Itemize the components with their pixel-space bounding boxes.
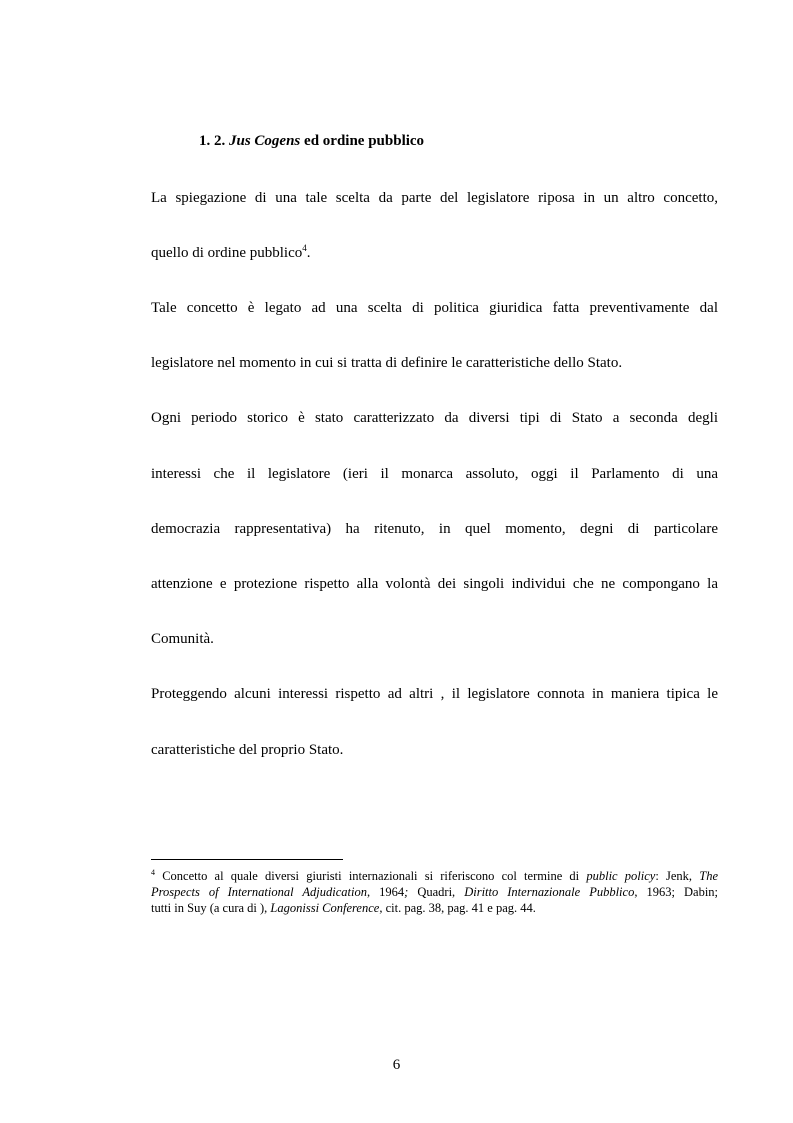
body-line-11: caratteristiche del proprio Stato. [151, 742, 344, 758]
body-line-3: Tale concetto è legato ad una scelta di politica giuridica fatta preventivamente dal [151, 300, 718, 316]
footnote-text: , 1963; Dabin; [634, 885, 719, 899]
footnote-italic: Diritto Internazionale Pubblico [464, 885, 635, 899]
footnote-italic: public policy [586, 869, 656, 883]
footnote-reference: 4 [302, 243, 307, 253]
body-line-9: Comunità. [151, 631, 214, 647]
page-number: 6 [392, 1057, 401, 1073]
footnote-italic: ; [404, 885, 409, 899]
footnote-text: Quadri, [408, 885, 465, 899]
section-title-italic: Jus Cogens [229, 133, 301, 149]
footnote-text: , 1964 [366, 885, 405, 899]
body-line-2-text: quello di ordine pubblico [151, 245, 303, 261]
footnote-line-2 [151, 884, 718, 900]
footnote-marker: 4 [151, 868, 155, 877]
footnote-italic: Lagonissi Conference, [270, 901, 383, 915]
footnote-italic: The [699, 869, 718, 883]
footnote-text: cit. pag. 38, pag. 41 e pag. 44. [382, 901, 536, 915]
footnote-line-3 [151, 900, 718, 916]
body-line-2-tail: . [306, 245, 311, 261]
section-number: 1. 2. [199, 133, 226, 149]
section-title-rest: ed ordine pubblico [304, 133, 425, 149]
body-line-6: interessi che il legislatore (ieri il monarca assoluto, oggi il Parlamento di una [151, 466, 718, 482]
body-line-7: democrazia rappresentativa) ha ritenuto, in quel momento, degni di particolare [151, 521, 718, 537]
footnote-text: tutti in Suy (a cura di ), [151, 901, 271, 915]
body-line-1: La spiegazione di una tale scelta da parte del legislatore riposa in un altro concetto, [151, 190, 718, 206]
body-line-2 [151, 244, 718, 262]
section-heading [199, 133, 424, 150]
footnote-italic: Prospects of International Adjudication [151, 885, 367, 899]
footnote-text: : Jenk, [655, 869, 700, 883]
body-line-4: legislatore nel momento in cui si tratta di definire le caratteristiche dello Stato. [151, 355, 623, 371]
footnote-text: Concetto al quale diversi giuristi internazionali si riferiscono col termine di [155, 869, 587, 883]
footnote-line-1 [151, 868, 718, 884]
body-line-8: attenzione e protezione rispetto alla volontà dei singoli individui che ne compongano la [151, 576, 718, 592]
body-line-5: Ogni periodo storico è stato caratterizzato da diversi tipi di Stato a seconda degli [151, 410, 718, 426]
footnote-separator [151, 859, 343, 860]
body-line-10: Proteggendo alcuni interessi rispetto ad altri , il legislatore connota in maniera tipica le [151, 686, 718, 702]
